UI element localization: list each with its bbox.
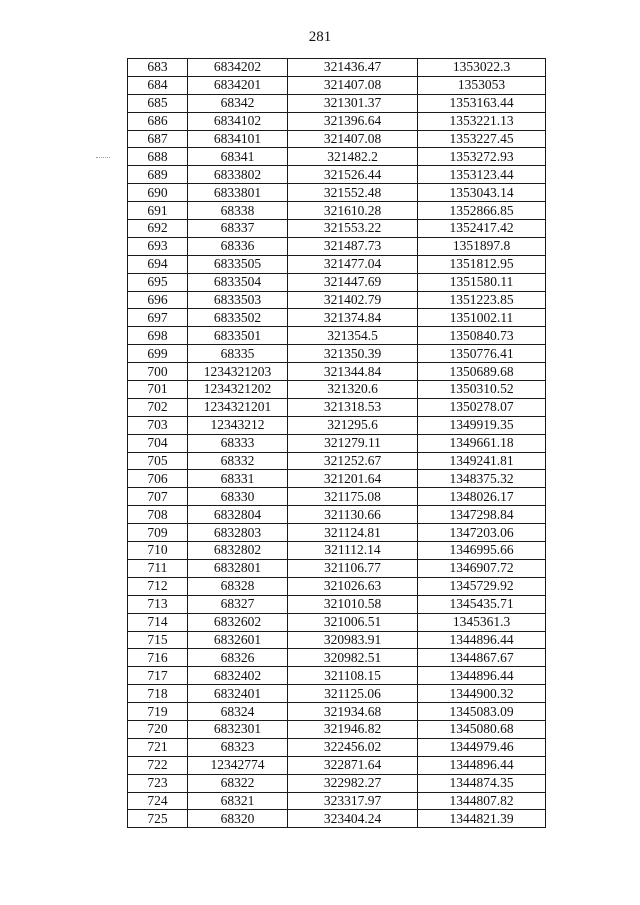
point-code-cell: 6832602 xyxy=(188,613,288,631)
table-row xyxy=(128,506,546,524)
x-coordinate-cell: 321477.04 xyxy=(288,255,418,273)
table-row xyxy=(128,363,546,381)
point-code-cell: 1234321201 xyxy=(188,398,288,416)
point-number-cell: 693 xyxy=(128,237,188,255)
point-code-cell: 68342 xyxy=(188,94,288,112)
y-coordinate-cell: 1345080.68 xyxy=(418,720,546,738)
point-number-cell: 722 xyxy=(128,756,188,774)
table-row xyxy=(128,685,546,703)
point-number-cell: 715 xyxy=(128,631,188,649)
x-coordinate-cell: 321124.81 xyxy=(288,524,418,542)
x-coordinate-cell: 321553.22 xyxy=(288,220,418,238)
point-number-cell: 700 xyxy=(128,363,188,381)
y-coordinate-cell: 1344874.35 xyxy=(418,774,546,792)
point-number-cell: 692 xyxy=(128,220,188,238)
x-coordinate-cell: 321201.64 xyxy=(288,470,418,488)
y-coordinate-cell: 1344979.46 xyxy=(418,738,546,756)
x-coordinate-cell: 321407.08 xyxy=(288,76,418,94)
point-number-cell: 689 xyxy=(128,166,188,184)
point-number-cell: 714 xyxy=(128,613,188,631)
x-coordinate-cell: 321407.08 xyxy=(288,130,418,148)
x-coordinate-cell: 321295.6 xyxy=(288,416,418,434)
y-coordinate-cell: 1348375.32 xyxy=(418,470,546,488)
x-coordinate-cell: 321106.77 xyxy=(288,559,418,577)
y-coordinate-cell: 1344896.44 xyxy=(418,756,546,774)
point-code-cell: 6833504 xyxy=(188,273,288,291)
point-number-cell: 683 xyxy=(128,59,188,77)
point-code-cell: 6832401 xyxy=(188,685,288,703)
point-number-cell: 690 xyxy=(128,184,188,202)
y-coordinate-cell: 1353221.13 xyxy=(418,112,546,130)
y-coordinate-cell: 1353043.14 xyxy=(418,184,546,202)
x-coordinate-cell: 321374.84 xyxy=(288,309,418,327)
point-number-cell: 701 xyxy=(128,381,188,399)
y-coordinate-cell: 1350776.41 xyxy=(418,345,546,363)
y-coordinate-cell: 1345435.71 xyxy=(418,595,546,613)
point-number-cell: 685 xyxy=(128,94,188,112)
point-code-cell: 6832803 xyxy=(188,524,288,542)
point-code-cell: 68341 xyxy=(188,148,288,166)
point-number-cell: 702 xyxy=(128,398,188,416)
point-code-cell: 6832802 xyxy=(188,542,288,560)
table-row xyxy=(128,738,546,756)
x-coordinate-cell: 321436.47 xyxy=(288,59,418,77)
x-coordinate-cell: 321610.28 xyxy=(288,202,418,220)
point-code-cell: 6834201 xyxy=(188,76,288,94)
y-coordinate-cell: 1348026.17 xyxy=(418,488,546,506)
x-coordinate-cell: 321482.2 xyxy=(288,148,418,166)
table-row xyxy=(128,309,546,327)
margin-mark xyxy=(96,157,110,158)
y-coordinate-cell: 1346907.72 xyxy=(418,559,546,577)
table-row xyxy=(128,327,546,345)
point-code-cell: 12343212 xyxy=(188,416,288,434)
point-code-cell: 68337 xyxy=(188,220,288,238)
y-coordinate-cell: 1353123.44 xyxy=(418,166,546,184)
point-number-cell: 697 xyxy=(128,309,188,327)
point-code-cell: 68324 xyxy=(188,703,288,721)
point-number-cell: 723 xyxy=(128,774,188,792)
x-coordinate-cell: 321354.5 xyxy=(288,327,418,345)
table-row xyxy=(128,166,546,184)
point-code-cell: 12342774 xyxy=(188,756,288,774)
x-coordinate-cell: 321344.84 xyxy=(288,363,418,381)
point-number-cell: 720 xyxy=(128,720,188,738)
point-number-cell: 719 xyxy=(128,703,188,721)
point-code-cell: 68333 xyxy=(188,434,288,452)
y-coordinate-cell: 1353272.93 xyxy=(418,148,546,166)
point-code-cell: 6832801 xyxy=(188,559,288,577)
x-coordinate-cell: 321026.63 xyxy=(288,577,418,595)
point-code-cell: 68327 xyxy=(188,595,288,613)
x-coordinate-cell: 321130.66 xyxy=(288,506,418,524)
table-row xyxy=(128,94,546,112)
x-coordinate-cell: 321487.73 xyxy=(288,237,418,255)
table-row xyxy=(128,595,546,613)
point-number-cell: 721 xyxy=(128,738,188,756)
point-number-cell: 696 xyxy=(128,291,188,309)
table-row xyxy=(128,810,546,828)
y-coordinate-cell: 1349661.18 xyxy=(418,434,546,452)
point-number-cell: 708 xyxy=(128,506,188,524)
x-coordinate-cell: 321318.53 xyxy=(288,398,418,416)
y-coordinate-cell: 1344900.32 xyxy=(418,685,546,703)
y-coordinate-cell: 1351223.85 xyxy=(418,291,546,309)
point-code-cell: 68338 xyxy=(188,202,288,220)
point-code-cell: 1234321203 xyxy=(188,363,288,381)
point-code-cell: 68326 xyxy=(188,649,288,667)
x-coordinate-cell: 321006.51 xyxy=(288,613,418,631)
x-coordinate-cell: 321396.64 xyxy=(288,112,418,130)
x-coordinate-cell: 321301.37 xyxy=(288,94,418,112)
point-number-cell: 707 xyxy=(128,488,188,506)
point-number-cell: 725 xyxy=(128,810,188,828)
table-row xyxy=(128,452,546,470)
y-coordinate-cell: 1350840.73 xyxy=(418,327,546,345)
point-code-cell: 6832804 xyxy=(188,506,288,524)
y-coordinate-cell: 1346995.66 xyxy=(418,542,546,560)
table-row xyxy=(128,667,546,685)
point-number-cell: 686 xyxy=(128,112,188,130)
table-row xyxy=(128,470,546,488)
x-coordinate-cell: 323317.97 xyxy=(288,792,418,810)
y-coordinate-cell: 1353163.44 xyxy=(418,94,546,112)
table-row xyxy=(128,524,546,542)
x-coordinate-cell: 320982.51 xyxy=(288,649,418,667)
x-coordinate-cell: 322982.27 xyxy=(288,774,418,792)
x-coordinate-cell: 321402.79 xyxy=(288,291,418,309)
point-number-cell: 694 xyxy=(128,255,188,273)
table-row xyxy=(128,76,546,94)
x-coordinate-cell: 321350.39 xyxy=(288,345,418,363)
x-coordinate-cell: 320983.91 xyxy=(288,631,418,649)
y-coordinate-cell: 1345083.09 xyxy=(418,703,546,721)
table-row xyxy=(128,398,546,416)
point-number-cell: 684 xyxy=(128,76,188,94)
x-coordinate-cell: 321934.68 xyxy=(288,703,418,721)
point-code-cell: 68322 xyxy=(188,774,288,792)
point-code-cell: 6833802 xyxy=(188,166,288,184)
table-row xyxy=(128,381,546,399)
y-coordinate-cell: 1351002.11 xyxy=(418,309,546,327)
x-coordinate-cell: 321526.44 xyxy=(288,166,418,184)
table-row xyxy=(128,59,546,77)
point-number-cell: 703 xyxy=(128,416,188,434)
table-row xyxy=(128,631,546,649)
point-number-cell: 705 xyxy=(128,452,188,470)
x-coordinate-cell: 321447.69 xyxy=(288,273,418,291)
point-code-cell: 68323 xyxy=(188,738,288,756)
point-code-cell: 6833501 xyxy=(188,327,288,345)
point-code-cell: 68331 xyxy=(188,470,288,488)
point-code-cell: 68332 xyxy=(188,452,288,470)
x-coordinate-cell: 321252.67 xyxy=(288,452,418,470)
x-coordinate-cell: 321125.06 xyxy=(288,685,418,703)
point-number-cell: 709 xyxy=(128,524,188,542)
table-row xyxy=(128,649,546,667)
table-row xyxy=(128,559,546,577)
x-coordinate-cell: 323404.24 xyxy=(288,810,418,828)
y-coordinate-cell: 1351580.11 xyxy=(418,273,546,291)
point-code-cell: 6832301 xyxy=(188,720,288,738)
x-coordinate-cell: 322871.64 xyxy=(288,756,418,774)
table-row xyxy=(128,756,546,774)
table-row xyxy=(128,577,546,595)
table-row xyxy=(128,130,546,148)
table-row xyxy=(128,291,546,309)
table-row xyxy=(128,488,546,506)
x-coordinate-cell: 321108.15 xyxy=(288,667,418,685)
point-number-cell: 691 xyxy=(128,202,188,220)
point-number-cell: 716 xyxy=(128,649,188,667)
point-code-cell: 6833801 xyxy=(188,184,288,202)
x-coordinate-cell: 321112.14 xyxy=(288,542,418,560)
table-row xyxy=(128,184,546,202)
table-row xyxy=(128,774,546,792)
point-number-cell: 688 xyxy=(128,148,188,166)
point-number-cell: 717 xyxy=(128,667,188,685)
point-code-cell: 6833503 xyxy=(188,291,288,309)
y-coordinate-cell: 1351897.8 xyxy=(418,237,546,255)
y-coordinate-cell: 1353022.3 xyxy=(418,59,546,77)
y-coordinate-cell: 1353227.45 xyxy=(418,130,546,148)
point-code-cell: 68336 xyxy=(188,237,288,255)
point-number-cell: 713 xyxy=(128,595,188,613)
y-coordinate-cell: 1347298.84 xyxy=(418,506,546,524)
y-coordinate-cell: 1347203.06 xyxy=(418,524,546,542)
y-coordinate-cell: 1344896.44 xyxy=(418,631,546,649)
point-number-cell: 712 xyxy=(128,577,188,595)
table-row xyxy=(128,792,546,810)
coordinates-table xyxy=(127,58,546,828)
table-row xyxy=(128,148,546,166)
table-row xyxy=(128,345,546,363)
point-number-cell: 698 xyxy=(128,327,188,345)
table-row xyxy=(128,720,546,738)
y-coordinate-cell: 1344807.82 xyxy=(418,792,546,810)
point-number-cell: 706 xyxy=(128,470,188,488)
point-code-cell: 6833502 xyxy=(188,309,288,327)
table-row xyxy=(128,273,546,291)
x-coordinate-cell: 321320.6 xyxy=(288,381,418,399)
table-row xyxy=(128,703,546,721)
y-coordinate-cell: 1344896.44 xyxy=(418,667,546,685)
y-coordinate-cell: 1353053 xyxy=(418,76,546,94)
point-number-cell: 718 xyxy=(128,685,188,703)
table-row xyxy=(128,220,546,238)
page-number: 281 xyxy=(308,29,332,45)
x-coordinate-cell: 321279.11 xyxy=(288,434,418,452)
point-code-cell: 6834202 xyxy=(188,59,288,77)
y-coordinate-cell: 1351812.95 xyxy=(418,255,546,273)
point-code-cell: 6832601 xyxy=(188,631,288,649)
table-row xyxy=(128,237,546,255)
y-coordinate-cell: 1349919.35 xyxy=(418,416,546,434)
table-row xyxy=(128,542,546,560)
x-coordinate-cell: 321010.58 xyxy=(288,595,418,613)
y-coordinate-cell: 1350310.52 xyxy=(418,381,546,399)
x-coordinate-cell: 321946.82 xyxy=(288,720,418,738)
y-coordinate-cell: 1349241.81 xyxy=(418,452,546,470)
y-coordinate-cell: 1344821.39 xyxy=(418,810,546,828)
point-code-cell: 68320 xyxy=(188,810,288,828)
y-coordinate-cell: 1344867.67 xyxy=(418,649,546,667)
table-body xyxy=(128,59,546,828)
point-code-cell: 68335 xyxy=(188,345,288,363)
x-coordinate-cell: 321552.48 xyxy=(288,184,418,202)
x-coordinate-cell: 321175.08 xyxy=(288,488,418,506)
y-coordinate-cell: 1350278.07 xyxy=(418,398,546,416)
point-number-cell: 695 xyxy=(128,273,188,291)
point-number-cell: 699 xyxy=(128,345,188,363)
point-code-cell: 68328 xyxy=(188,577,288,595)
point-code-cell: 1234321202 xyxy=(188,381,288,399)
point-code-cell: 6834102 xyxy=(188,112,288,130)
point-code-cell: 6832402 xyxy=(188,667,288,685)
point-code-cell: 6834101 xyxy=(188,130,288,148)
y-coordinate-cell: 1345729.92 xyxy=(418,577,546,595)
point-code-cell: 6833505 xyxy=(188,255,288,273)
table-row xyxy=(128,434,546,452)
point-number-cell: 704 xyxy=(128,434,188,452)
y-coordinate-cell: 1350689.68 xyxy=(418,363,546,381)
point-code-cell: 68330 xyxy=(188,488,288,506)
y-coordinate-cell: 1345361.3 xyxy=(418,613,546,631)
y-coordinate-cell: 1352417.42 xyxy=(418,220,546,238)
table-row xyxy=(128,202,546,220)
table-row xyxy=(128,416,546,434)
point-number-cell: 711 xyxy=(128,559,188,577)
table-row xyxy=(128,255,546,273)
point-number-cell: 724 xyxy=(128,792,188,810)
y-coordinate-cell: 1352866.85 xyxy=(418,202,546,220)
point-number-cell: 687 xyxy=(128,130,188,148)
table-row xyxy=(128,112,546,130)
point-code-cell: 68321 xyxy=(188,792,288,810)
x-coordinate-cell: 322456.02 xyxy=(288,738,418,756)
table-row xyxy=(128,613,546,631)
point-number-cell: 710 xyxy=(128,542,188,560)
